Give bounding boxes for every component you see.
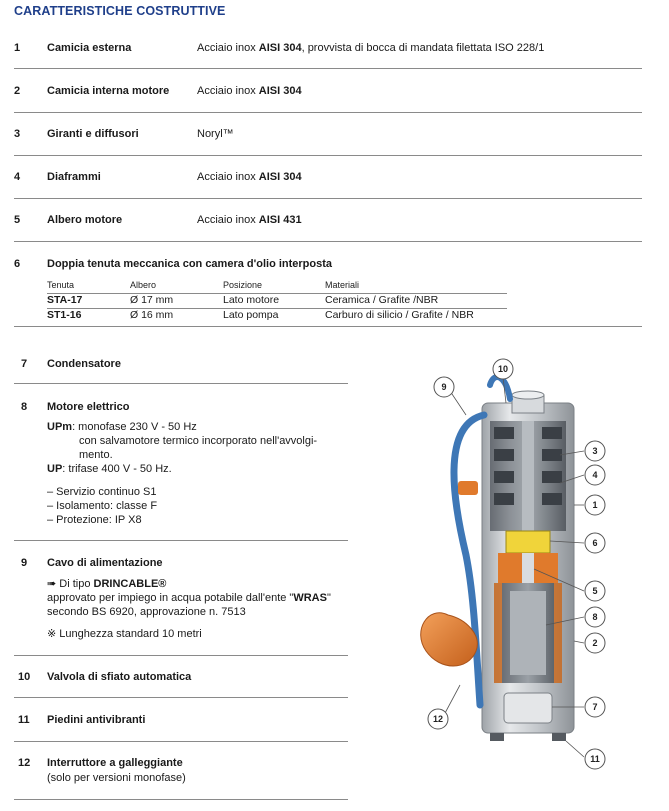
row-label: Camicia interna motore [47,85,170,97]
callout-2 [585,633,605,653]
row-label: Albero motore [47,214,123,226]
svg-text:3: 3 [592,446,598,456]
winding [494,583,502,683]
svg-text:12: 12 [432,714,444,724]
impeller-stage [494,471,514,483]
impeller-stage [494,493,514,505]
row-label: Diaframmi [47,171,101,183]
winding [554,583,562,683]
divider [14,155,642,156]
table-cell: Ceramica / Grafite /NBR [325,294,439,306]
col-header: Posizione [223,280,263,290]
seal-table-header [47,280,507,293]
float-note: (solo per versioni monofase) [47,772,186,784]
divider [14,655,348,656]
row-label: Condensatore [47,358,121,370]
row-label: Interruttore a galleggiante [47,757,183,769]
foot [490,733,504,741]
table-cell: Ø 17 mm [130,294,174,306]
callout-3 [585,441,605,461]
impeller-stage [542,493,562,505]
row-label: Cavo di alimentazione [47,557,163,569]
callout-7 [585,697,605,717]
divider [14,112,642,113]
callout-1 [585,495,605,515]
divider [14,799,348,800]
table-cell: Carburo di silicio / Grafite / NBR [325,309,474,321]
row-number: 10 [18,671,31,683]
motor-upm: UPm: monofase 230 V - 50 Hz [47,421,197,433]
divider [14,741,348,742]
svg-text:11: 11 [590,754,600,764]
divider [14,68,642,69]
pump-illustration [420,355,660,775]
svg-text:2: 2 [592,638,598,648]
callout-6 [585,533,605,553]
divider [14,540,348,541]
callout-4 [585,465,605,485]
svg-text:6: 6 [592,538,598,548]
callout-8 [585,607,605,627]
impeller-stage [542,471,562,483]
motor-upm-line2: con salvamotore termico incorporato nell'avvolgi- [79,435,318,447]
motor-rotor [510,591,546,675]
callout-5 [585,581,605,601]
seal-table [47,280,507,323]
table-row [47,294,507,308]
callout-11 [585,749,605,769]
foot [552,733,566,741]
row-value: Acciaio inox AISI 304 [197,171,302,183]
row-label: Valvola di sfiato automatica [47,671,192,683]
row-label: Motore elettrico [47,401,130,413]
table-cell: STA-17 [47,294,83,306]
col-header: Albero [130,280,157,290]
row-number: 7 [21,358,28,370]
motor-bullet: – Protezione: IP X8 [47,514,142,526]
motor-bullet: – Isolamento: classe F [47,500,158,512]
cable-type: ➠ Di tipo DRINCABLE® [47,578,167,590]
table-cell: Lato pompa [223,309,279,321]
svg-text:1: 1 [592,500,598,510]
callout-10 [493,359,513,379]
divider [14,326,642,327]
motor-upm-line3: mento. [79,449,113,461]
impeller-stage [542,449,562,461]
row-label: Giranti e diffusori [47,128,139,140]
row-label: Camicia esterna [47,42,132,54]
mechanical-seal [506,531,550,553]
divider [14,383,348,384]
motor-shaft-top [522,553,534,583]
callout-9 [434,377,454,397]
row-value: Acciaio inox AISI 431 [197,214,302,226]
discharge-opening [512,391,544,399]
divider [14,697,348,698]
row-number: 2 [14,85,21,97]
row-number: 9 [21,557,28,569]
svg-text:5: 5 [592,586,598,596]
callout-12 [428,709,448,729]
motor-bullet: – Servizio continuo S1 [47,486,157,498]
row-number: 12 [18,757,31,769]
pump-shaft [522,421,534,531]
svg-text:9: 9 [441,382,447,392]
divider [14,198,642,199]
divider [14,241,642,242]
row-number: 5 [14,214,21,226]
col-header: Materiali [325,280,360,290]
cable-length: ※ Lunghezza standard 10 metri [47,628,202,640]
row-number: 1 [14,42,21,54]
cable-top [490,377,510,399]
float-switch [421,613,478,666]
table-row [47,309,507,323]
table-cell: Ø 16 mm [130,309,174,321]
col-header: Tenuta [47,280,75,290]
row-value: Acciaio inox AISI 304, provvista di bocca di mandata filettata ISO 228/1 [197,42,545,54]
page-title: CARATTERISTICHE COSTRUTTIVE [14,4,226,18]
svg-text:10: 10 [497,364,509,374]
impeller-stage [494,427,514,439]
row-label: Piedini antivibranti [47,714,146,726]
svg-text:8: 8 [592,612,598,622]
impeller-stage [494,449,514,461]
row-label: Doppia tenuta meccanica con camera d'olio interposta [47,258,333,270]
row-value: Acciaio inox AISI 304 [197,85,302,97]
table-cell: ST1-16 [47,309,82,321]
row-number: 6 [14,258,21,270]
cable-approval: approvato per impiego in acqua potabile dall'ente "WRAS" [47,592,331,604]
cable-approval-line2: secondo BS 6920, approvazione n. 7513 [47,606,246,618]
table-cell: Lato motore [223,294,280,306]
cable-clamp [458,481,478,495]
row-value: Noryl™ [197,128,234,140]
svg-text:4: 4 [592,470,598,480]
capacitor [504,693,552,723]
row-number: 8 [21,401,28,413]
impeller-stage [542,427,562,439]
row-number: 4 [14,171,21,183]
svg-text:7: 7 [592,702,598,712]
motor-up: UP: trifase 400 V - 50 Hz. [47,463,172,475]
row-number: 3 [14,128,21,140]
row-number: 11 [18,714,30,726]
